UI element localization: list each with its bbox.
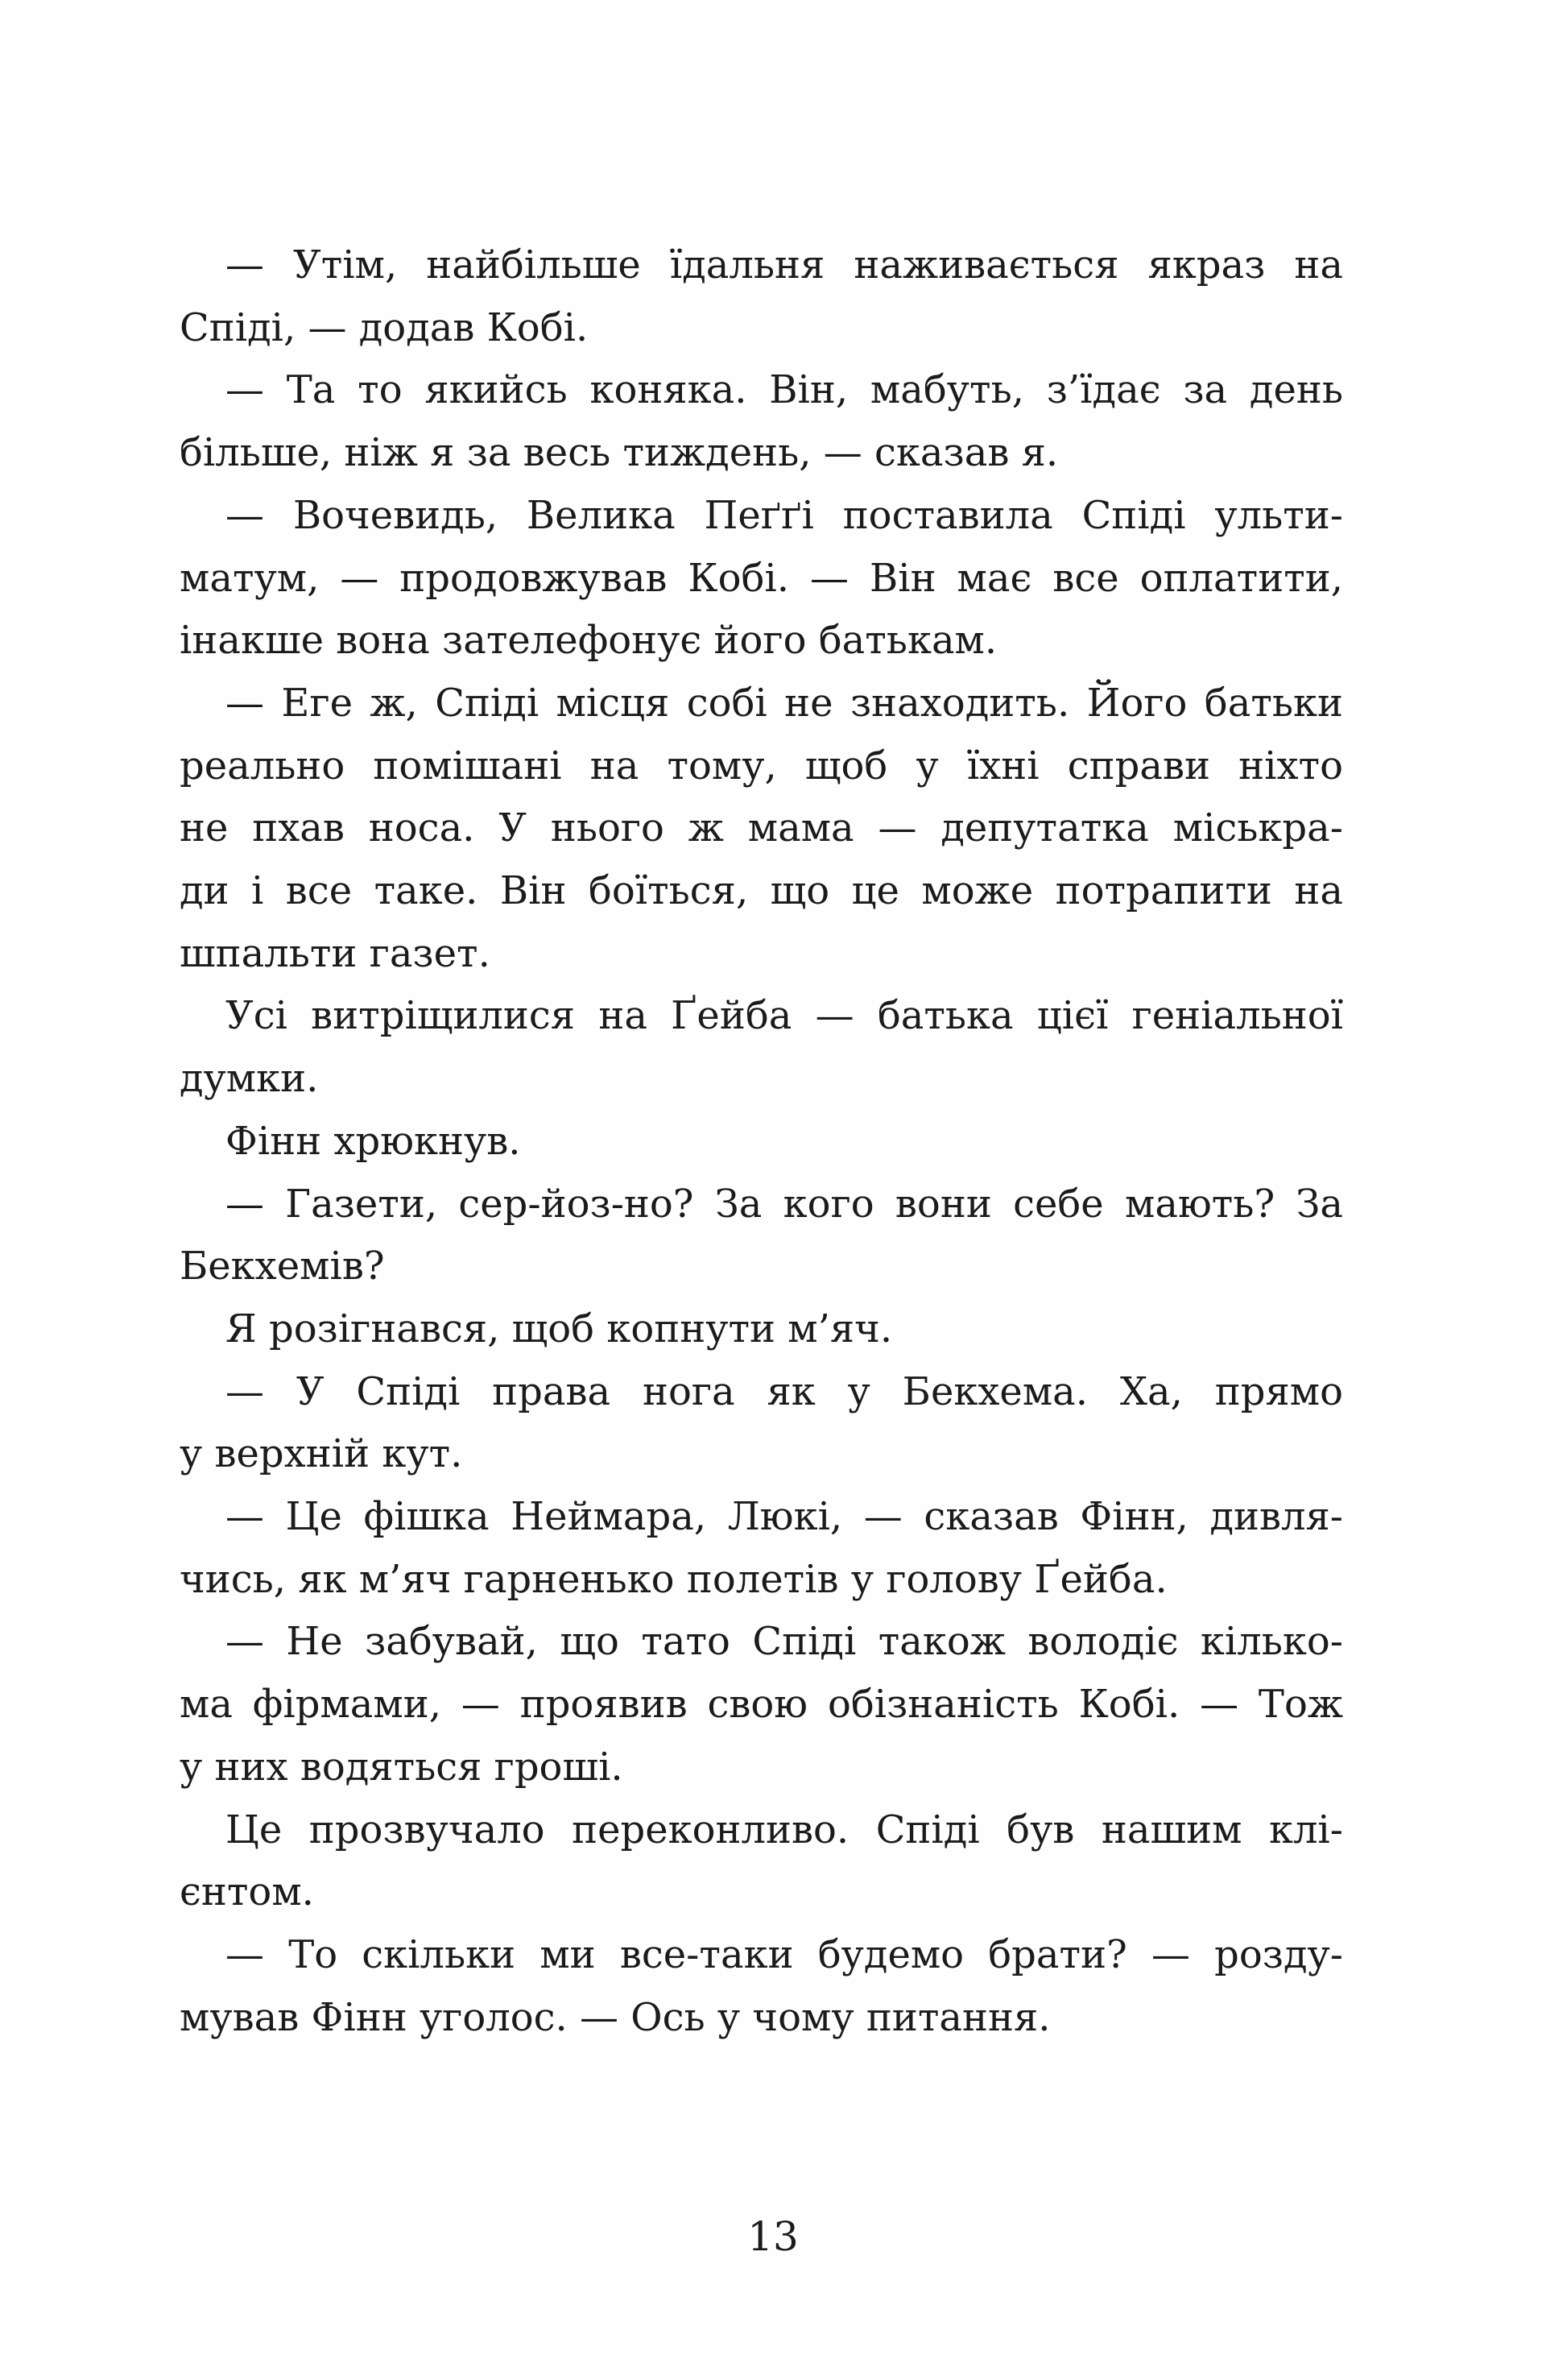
page-number: 13 [747,2213,799,2260]
text-line: Бекхемів? [180,1244,385,1289]
text-line: мував Фінн уголос. — Ось у чому питання. [180,1994,1051,2040]
text-line: ди і все таке. Він боїться, що це може потрапити на [180,868,1343,914]
text-line: — У Спіді права нога як у Бекхема. Ха, прямо [225,1368,1343,1414]
text-line: чись, як м’яч гарненько полетів у голову Ґейба. [180,1556,1168,1602]
text-line: інакше вона зателефонує його батькам. [180,618,998,664]
text-line: більше, ніж я за весь тиждень, — сказав я. [180,430,1059,476]
text-line: у них водяться гроші. [180,1744,623,1790]
text-line: — Утім, найбільше їдальня наживається якраз на [225,242,1343,288]
text-line: не пхав носа. У нього ж мама — депутатка міськра- [180,805,1343,851]
text-line: Усі витріщилися на Ґейба — батька цієї геніальної [225,993,1343,1039]
text-line: єнтом. [180,1869,314,1915]
text-line: Я розігнався, щоб копнути м’яч. [225,1306,893,1351]
text-line: реально помішані на тому, щоб у їхні справи ніхто [180,743,1343,789]
text-line: — Це фішка Неймара, Люкі, — сказав Фінн, дивля- [225,1494,1343,1540]
text-line: — Вочевидь, Велика Пеґґі поставила Спіді ульти- [225,492,1343,538]
body-text [180,234,1343,2049]
text-line: Спіді, — додав Кобі. [180,304,589,350]
text-line: думки. [180,1056,319,1102]
text-line: Це прозвучало переконливо. Спіді був нашим клі- [225,1807,1343,1852]
text-line: у верхній кут. [180,1431,463,1477]
text-line: шпальти газет. [180,930,490,976]
text-line: ма фірмами, — проявив свою обізнаність Кобі. — Тож [180,1682,1343,1728]
text-line: — Не забувай, що тато Спіді також володіє кілько- [225,1619,1343,1665]
text-line: — Газети, сер-йоз-но? За кого вони себе мають? За [225,1181,1343,1227]
text-line: Фінн хрюкнув. [225,1118,521,1164]
text-line: — Та то якийсь коняка. Він, мабуть, з’їдає за день [225,367,1343,413]
text-line: — То скільки ми все-таки будемо брати? — розду- [225,1931,1343,1977]
text-line: — Еге ж, Спіді місця собі не знаходить. Його батьки [225,680,1343,726]
text-line: матум, — продовжував Кобі. — Він має все оплатити, [180,555,1343,601]
